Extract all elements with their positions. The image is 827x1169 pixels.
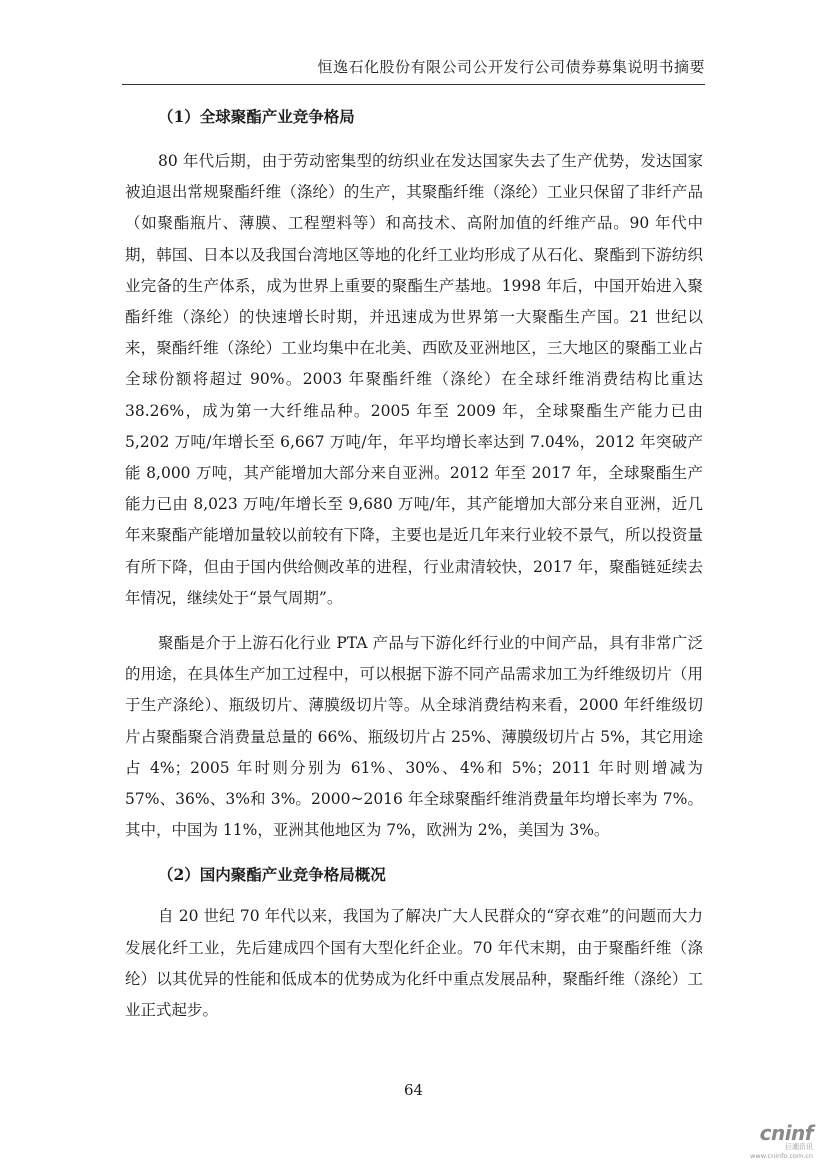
document-header bbox=[122, 56, 705, 85]
paragraph-global-consumption: 聚酯是介于上游石化行业 PTA 产品与下游化纤行业的中间产品，具有非常广泛的用途，在具体生产加工过程中，可以根据下游不同产品需求加工为纤维级切片（用于生产涤纶）、瓶级切片、薄膜级切片等。从全球消费结构来看，2000 年纤维级切片占聚酯聚合消费量总量的 66%、瓶级切片占 25%、薄膜级切片占 5%，其它用途占 4%；2005 年时则分别为 61%、30%、4%和 5%；2011 年时则增减为 57%、36%、3%和 3%。2000~2016 年全球聚酯纤维消费量年均增长率为 7%。其中，中国为 11%，亚洲其他地区为 7%，欧洲为 2%，美国为 3%。 bbox=[125, 634, 703, 840]
section-heading-global: （1）全球聚酯产业竞争格局 bbox=[158, 107, 355, 126]
document-body bbox=[125, 102, 703, 1026]
page-number: 64 bbox=[403, 1081, 424, 1099]
cninfo-url: www.cninfo.com.cn bbox=[750, 1152, 813, 1160]
header-title: 恒逸石化股份有限公司公开发行公司债券募集说明书摘要 bbox=[317, 58, 705, 76]
cninfo-logo: cninf bbox=[759, 1121, 813, 1145]
cninfo-subtitle: 巨潮资讯 bbox=[785, 1143, 813, 1151]
section-heading-domestic: （2）国内聚酯产业竞争格局概况 bbox=[158, 865, 386, 885]
cninfo-watermark bbox=[741, 1121, 813, 1160]
paragraph-global-history: 80 年代后期，由于劳动密集型的纺织业在发达国家失去了生产优势，发达国家被迫退出常规聚酯纤维（涤纶）的生产，其聚酯纤维（涤纶）工业只保留了非纤产品（如聚酯瓶片、薄膜、工程塑料等）和高技术、高附加值的纤维产品。90 年代中期，韩国、日本以及我国台湾地区等地的化纤工业均形成了从石化、聚酯到下游纺织业完备的生产体系，成为世界上重要的聚酯生产基地。1998 年后，中国开始进入聚酯纤维（涤纶）的快速增长时期，并迅速成为世界第一大聚酯生产国。21 世纪以来，聚酯纤维（涤纶）工业均集中在北美、西欧及亚洲地区，三大地区的聚酯工业占全球份额将超过 90%。2003 年聚酯纤维（涤纶）在全球纤维消费结构比重达 38.26%，成为第一大纤维品种。2005 年至 2009 年，全球聚酯生产能力已由 5,202 万吨/年增长至 6,667 万吨/年，年平均增长率达到 7.04%，2012 年突破产能 8,000 万吨，其产能增加大部分来自亚洲。2012 年至 2017 年，全球聚酯生产能力已由 8,023 万吨/年增长至 9,680 万吨/年，其产能增加大部分来自亚洲，近几年来聚酯产能增加量较以前较有下降，主要也是近几年来行业较不景气，所以投资量有所下降，但由于国内供给侧改革的进程，行业肃清较快，2017 年，聚酯链延续去年情况，继续处于“景气周期”。 bbox=[125, 152, 703, 607]
paragraph-domestic-history: 自 20 世纪 70 年代以来，我国为了解决广大人民群众的“穿衣难”的问题而大力发展化纤工业，先后建成四个国有大型化纤企业。70 年代末期，由于聚酯纤维（涤纶）以其优异的性能和低成本的优势成为化纤中重点发展品种，聚酯纤维（涤纶）工业正式起步。 bbox=[125, 907, 703, 1020]
